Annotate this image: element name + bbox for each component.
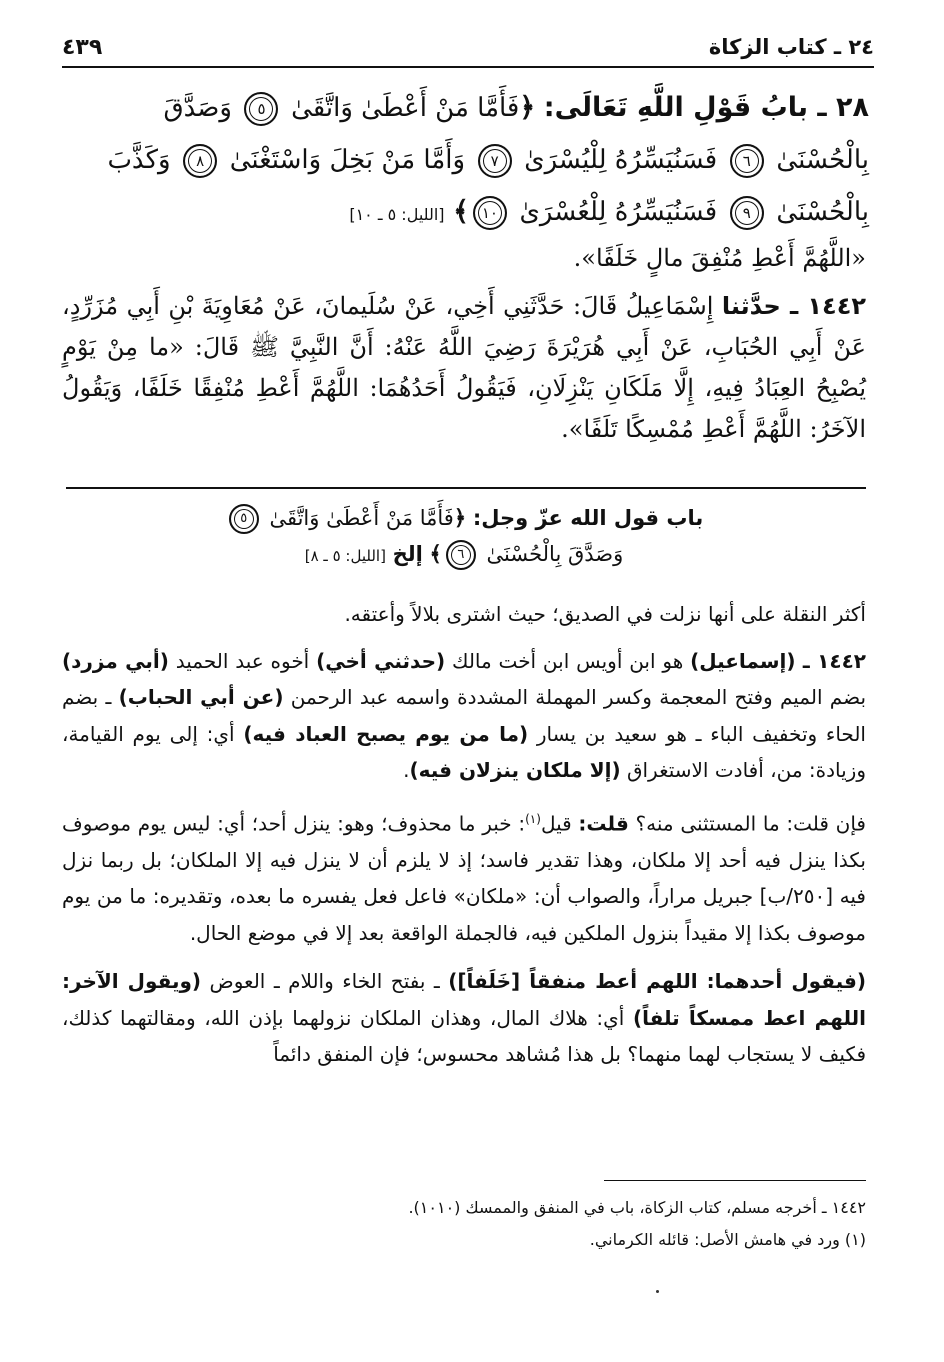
verse-number-marker: ٧	[478, 144, 512, 178]
verse-number-marker: ٨	[183, 144, 217, 178]
commentary-paragraph	[62, 643, 866, 789]
commentary-text: فإن قلت: ما المستثنى منه؟	[628, 811, 866, 836]
dua-line: «اللَّهُمَّ أَعْطِ مُنْفِقَ مالٍ خَلَفًا».	[573, 244, 866, 272]
verse-number-marker: ٥	[229, 504, 259, 534]
hadith-text	[62, 286, 866, 450]
ayah-open-bracket: ﴿	[519, 92, 536, 123]
quran-reference: [الليل: ٥ ـ ٨]	[304, 547, 386, 565]
ayah-close-bracket: ﴾	[429, 542, 442, 566]
etc-marker: إلخ	[392, 542, 423, 566]
ayah-text: وَصَدَّقَ بِالْحُسْنَىٰ	[163, 93, 869, 175]
commentary-section	[62, 500, 866, 1073]
commentary-text: : خبر ما محذوف؛ وهو: ينزل أحد؛ أي: ليس يوم موصوف بكذا ينزل فيه أحد إلا ملكان، وهذا تقدير فاسد؛ إذ لا يلزم أن لا ينزل فيه إلا الملكان؛ بل ربما نزل فيه [٢٥٠/ب] جبريل مراراً، والصواب أن: «ملكان» فاعل فعل يفسره ما بعده، وتقديره: ما من يوم موصوف بكذا إلا مقيداً بنزول الملكين فيه، فالجملة الواقعة بعد إلا في موضع الحال.	[62, 811, 866, 945]
ayah-text: وَكَذَّبَ بِالْحُسْنَىٰ	[107, 145, 869, 227]
hadith-body: إِسْمَاعِيلُ قَالَ: حَدَّثَنِي أَخِي، عَنْ سُلَيمانَ، عَنْ مُعَاوِيَةَ بْنِ أَبِي مُزَرِّدٍ، عَنْ أَبِي الحُبَابِ، عَنْ أَبِي هُرَيْرَةَ رَضِيَ اللَّهُ عَنْهُ: أَنَّ النَّبِيَّ ﷺ قَالَ: «ما مِنْ يَوْمٍ يُصْبِحُ العِبَادُ فِيهِ، إِلَّا مَلَكَانِ يَنْزِلَانِ، فَيَقُولُ أَحَدُهُمَا: اللَّهُمَّ أَعْطِ مُنْفِقًا خَلَفًا، وَيَقُولُ الآخَرُ: اللَّهُمَّ أَعْطِ مُمْسِكًا تَلَفًا».	[62, 292, 866, 443]
running-header	[62, 28, 874, 68]
commentary-paragraph: أكثر النقلة على أنها نزلت في الصديق؛ حيث اشترى بلالاً وأعتقه.	[344, 602, 866, 626]
ayah-close-bracket: ﴾	[453, 196, 469, 227]
bold-quote: (عن أبي الحباب)	[118, 685, 284, 709]
commentary-text: أي: هلاك المال، وهذان الملكان نزولهما بإذن الله، ومقالتهما كذلك، فكيف لا يستجاب لهما منهما؟ بل هذا مُشاهد محسوس؛ فإن المنفق دائماً	[62, 1005, 866, 1067]
footnotes	[62, 1192, 866, 1256]
commentary-paragraph	[62, 963, 866, 1073]
bold-quote: (حدثني أخي)	[316, 648, 446, 673]
commentary-heading-title: باب قول الله عزّ وجل:	[472, 506, 704, 530]
ayah-text: وَأَمَّا مَنْ بَخِلَ وَاسْتَغْنَىٰ	[229, 145, 466, 175]
section-divider	[66, 487, 866, 489]
commentary-text: ـ بفتح الخاء واللام ـ العوض	[201, 969, 449, 994]
commentary-text: بضم الميم وفتح المعجمة وكسر المهملة المشددة واسمه عبد الرحمن	[283, 685, 867, 709]
ayah-text: وَصَدَّقَ بِالْحُسْنَىٰ	[486, 542, 624, 566]
chapter-name: ٢٤ ـ كتاب الزكاة	[708, 35, 874, 59]
ayah-text: فَسَنُيَسِّرُهُ لِلْيُسْرَىٰ	[524, 145, 718, 175]
commentary-heading	[62, 500, 866, 574]
commentary-text: هو ابن أويس ابن أخت مالك	[445, 648, 691, 673]
bold-quote: (أبي مزرد)	[62, 648, 169, 673]
verse-number-marker: ١٠	[473, 196, 507, 230]
bold-quote: (ويقول الآخر: اللهم اعط ممسكاً تلفاً)	[62, 969, 866, 1030]
ayah-open-bracket: ﴿	[453, 506, 467, 530]
commentary-text: .	[403, 758, 410, 782]
commentary-text: ـ بضم الحاء وتخفيف الباء ـ هو سعيد بن يسار	[62, 685, 866, 746]
bold-quote: (إلا ملكان ينزلان فيه)	[409, 758, 621, 782]
ink-dot	[656, 1290, 659, 1293]
footnote-item: (١) ورد في هامش الأصل: قائله الكرماني.	[589, 1230, 866, 1249]
footnote-item: ١٤٤٢ ـ أخرجه مسلم، كتاب الزكاة، باب في المنفق والممسك (١٠١٠).	[408, 1198, 866, 1217]
commentary-text: أخوه عبد الحميد	[168, 648, 317, 673]
commentary-text: قيل	[540, 811, 579, 836]
verse-number-marker: ٦	[730, 144, 764, 178]
chapter-heading	[70, 82, 869, 241]
commentary-text: أي: إلى يوم القيامة، وزيادة: من، أفادت الاستغراق	[62, 721, 866, 782]
quran-reference: [الليل: ٥ ـ ١٠]	[349, 205, 445, 224]
footnote-divider	[604, 1180, 866, 1181]
ayah-text: فَأَمَّا مَنْ أَعْطَىٰ وَاتَّقَىٰ	[269, 506, 454, 530]
footnote-marker: (١)	[525, 811, 541, 826]
ayah-text: فَأَمَّا مَنْ أَعْطَىٰ وَاتَّقَىٰ	[291, 93, 520, 123]
ayah-text: فَسَنُيَسِّرُهُ لِلْعُسْرَىٰ	[519, 197, 718, 227]
verse-number-marker: ٦	[446, 540, 476, 570]
chapter-heading-title: ٢٨ ـ بابُ قَوْلِ اللَّهِ تَعَالَى:	[543, 92, 869, 123]
commentary-paragraph	[62, 801, 866, 952]
bold-quote: قلت:	[578, 811, 629, 836]
bold-quote: ١٤٤٢ ـ (إسماعيل)	[690, 648, 866, 673]
page-number: ٤٣٩	[62, 34, 103, 60]
bold-quote: (فيقول أحدهما: اللهم أعط منفقاً [خَلَفاً])	[448, 969, 867, 994]
hadith-number: ١٤٤٢ ـ حدَّثنا	[721, 292, 866, 320]
verse-number-marker: ٩	[730, 196, 764, 230]
bold-quote: (ما من يوم يصبح العباد فيه)	[243, 721, 529, 746]
verse-number-marker: ٥	[244, 92, 278, 126]
